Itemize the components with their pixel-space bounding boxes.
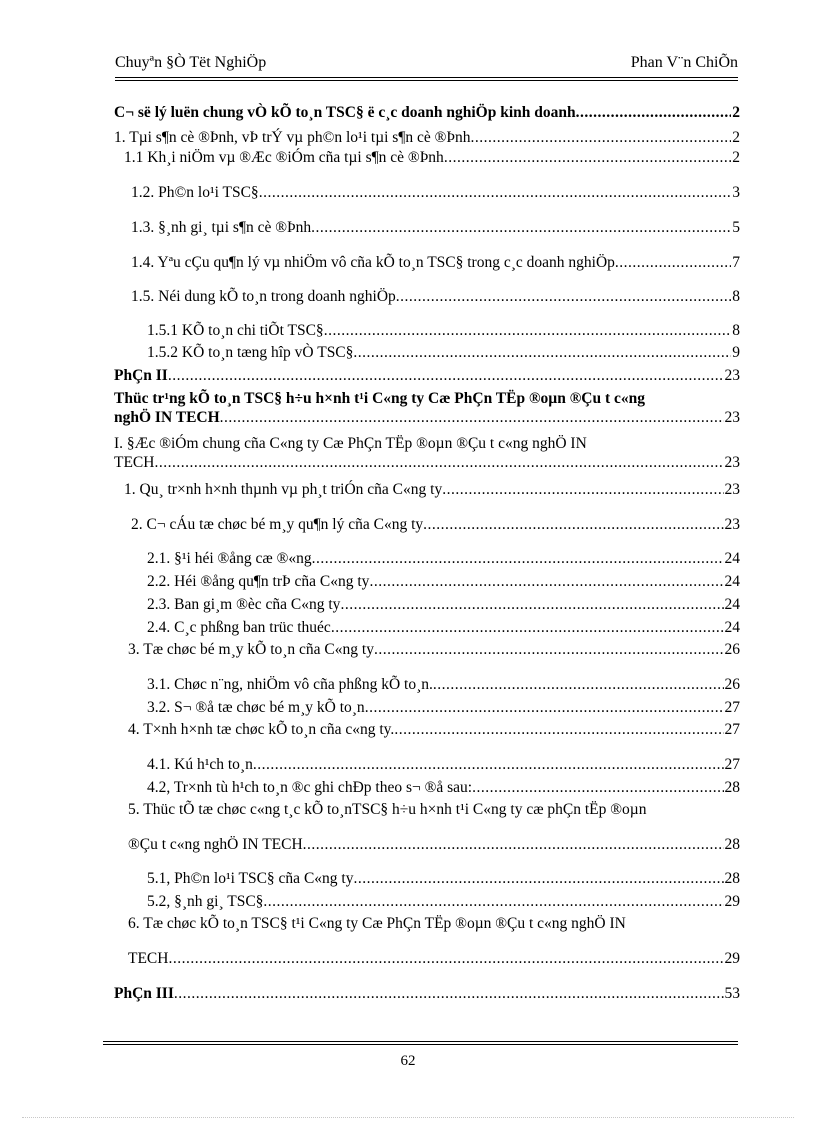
toc-entry: 1. Qu¸ tr×nh h×nh thµnh vµ ph¸t triÓn cña C«ng ty ..... 23: [114, 480, 740, 499]
footer-rule: [103, 1041, 738, 1042]
header-title: Chuyªn §Ò Tët NghiÖp: [115, 54, 267, 71]
page-edge: [22, 1117, 794, 1118]
toc-entry: 1.3. §¸nh gi¸ tµi s¶n cè ®Þnh ..... 5: [114, 218, 740, 237]
toc-entry: 1.1 Kh¸i niÖm vµ ®Æc ®iÓm cña tµi s¶n cè ®Þnh ..... 2: [114, 148, 740, 167]
toc-entry: 4.2, Tr×nh tù h¹ch to¸n ®c ghi chÐp theo s¬ ®å sau: ..... 28: [114, 778, 740, 797]
running-header: [115, 54, 738, 76]
toc-entry: 2.4. C¸c phßng ban trüc thuéc ..... 24: [114, 618, 740, 637]
toc-entry: 2.2. Héi ®ång qu¶n trÞ cña C«ng ty ..... 24: [114, 572, 740, 591]
toc-entry: PhÇn II ..... 23: [114, 366, 740, 385]
header-author: Phan V¨n ChiÕn: [630, 54, 738, 71]
toc-entry: 2. C¬ cÁu tæ chøc bé m¸y qu¶n lý cña C«ng ty ..... 23: [114, 515, 740, 534]
header-rule-inner: [115, 80, 738, 81]
toc-entry: I. §Æc ®iÓm chung cña C«ng ty Cæ PhÇn TËp ®oµn ®Çu t c«ng nghÖ IN TECH ..... 23: [114, 434, 740, 472]
toc-entry: Thüc tr¹ng kÕ to¸n TSC§ h÷u h×nh t¹i C«ng ty Cæ PhÇn TËp ®oµn ®Çu t c«ng nghÖ IN TECH ..... 23: [114, 389, 740, 427]
toc-entry: 3.2. S¬ ®å tæ chøc bé m¸y kÕ to¸n ..... 27: [114, 698, 740, 717]
toc-entry: 1.4. Yªu cÇu qu¶n lý vµ nhiÖm vô cña kÕ to¸n TSC§ trong c¸c doanh nghiÖp ..... 7: [114, 253, 740, 272]
toc-entry: 4.1. Kú h¹ch to¸n ..... 27: [114, 755, 740, 774]
toc-entry: 1.2. Ph©n lo¹i TSC§ ..... 3: [114, 183, 740, 202]
toc-entry: 3. Tæ chøc bé m¸y kÕ to¸n cña C«ng ty ..... 26: [114, 640, 740, 659]
toc-entry: PhÇn III ..... 53: [114, 984, 740, 1003]
toc-entry: 2.1. §¹i héi ®ång cæ ®«ng ..... 24: [114, 549, 740, 568]
toc-entry: 3.1. Chøc n¨ng, nhiÖm vô cña phßng kÕ to¸n. ..... 26: [114, 675, 740, 694]
footer-rule-inner: [103, 1044, 738, 1045]
header-rule: [115, 77, 738, 78]
toc-entry: 2.3. Ban gi¸m ®èc cña C«ng ty ..... 24: [114, 595, 740, 614]
toc-entry: 1.5.1 KÕ to¸n chi tiÕt TSC§ ..... 8: [114, 321, 740, 340]
toc-entry: C¬ së lý luën chung vÒ kÕ to¸n TSC§ ë c¸c doanh nghiÖp kinh doanh ..... 2: [114, 103, 740, 122]
toc-entry: 1. Tµi s¶n cè ®Þnh, vÞ trÝ vµ ph©n lo¹i tµi s¶n cè ®Þnh ..... 2: [114, 128, 740, 147]
toc-entry: 1.5.2 KÕ to¸n tæng hîp vÒ TSC§ ..... 9: [114, 343, 740, 362]
toc-entry: 5.2, §¸nh gi¸ TSC§ ..... 29: [114, 892, 740, 911]
toc-entry: 5.1, Ph©n lo¹i TSC§ cña C«ng ty ..... 28: [114, 869, 740, 888]
toc-entry: 4. T×nh h×nh tæ chøc kÕ to¸n cña c«ng ty. ..... 27: [114, 720, 740, 739]
toc-entry: 1.5. Néi dung kÕ to¸n trong doanh nghiÖp ..... 8: [114, 287, 740, 306]
toc-entry: 6. Tæ chøc kÕ to¸n TSC§ t¹i C«ng ty Cæ PhÇn TËp ®oµn ®Çu t c«ng nghÖ IN TECH ..... 29: [114, 914, 740, 968]
page-number: 62: [400, 1053, 416, 1069]
toc-entry: 5. Thüc tÕ tæ chøc c«ng t¸c kÕ to¸nTSC§ h÷u h×nh t¹i C«ng ty cæ phÇn tËp ®oµn ®Çu t c«ng nghÖ IN TECH ..... 28: [114, 800, 740, 854]
